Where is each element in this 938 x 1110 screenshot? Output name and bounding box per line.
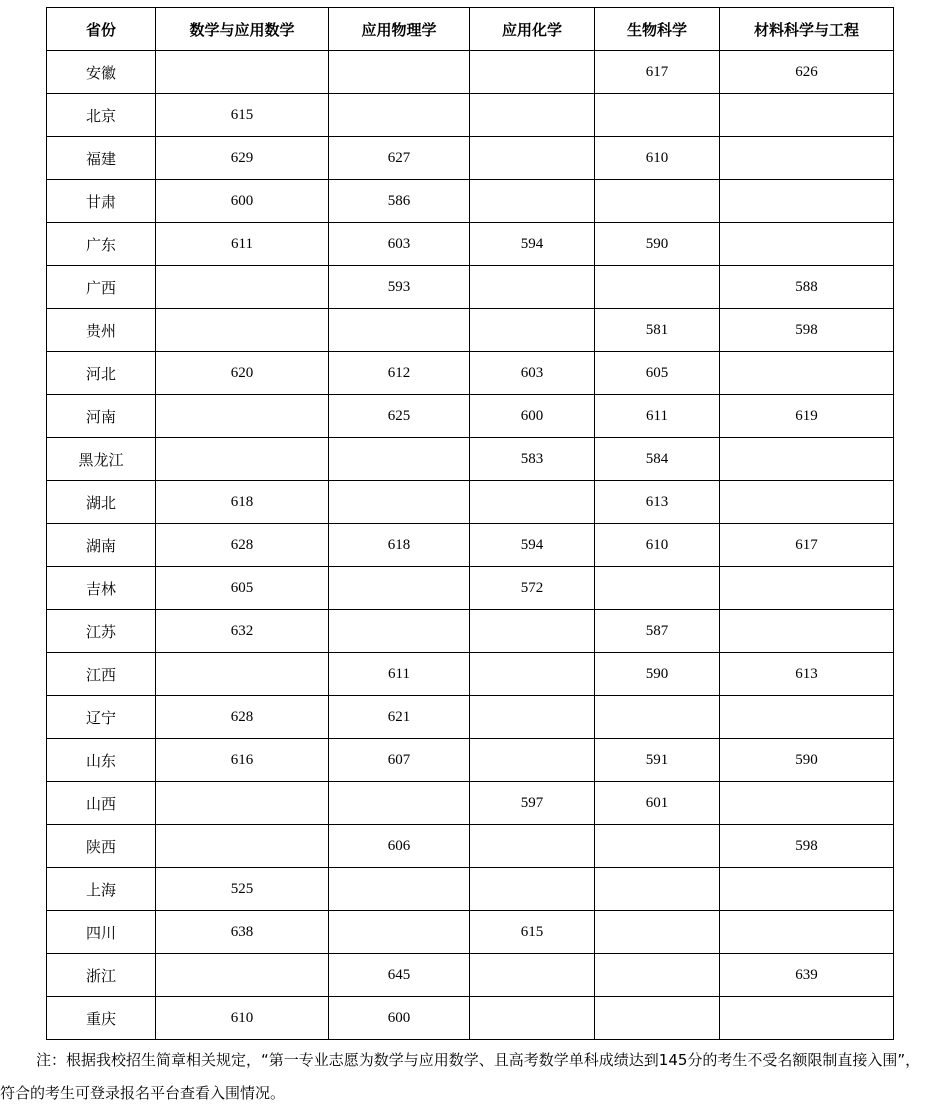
province-cell: 湖南	[47, 524, 156, 567]
score-cell: 610	[595, 137, 720, 180]
score-cell: 600	[156, 180, 329, 223]
score-cell	[595, 997, 720, 1040]
province-cell: 甘肃	[47, 180, 156, 223]
table-row	[47, 954, 894, 997]
table-row	[47, 481, 894, 524]
table-row	[47, 653, 894, 696]
province-cell: 北京	[47, 94, 156, 137]
score-cell	[470, 51, 595, 94]
score-cell	[720, 481, 894, 524]
score-cell: 605	[595, 352, 720, 395]
score-cell: 607	[329, 739, 470, 782]
score-cell: 621	[329, 696, 470, 739]
score-cell: 605	[156, 567, 329, 610]
score-cell: 613	[720, 653, 894, 696]
score-cell: 586	[329, 180, 470, 223]
score-cell: 618	[156, 481, 329, 524]
score-cell	[595, 868, 720, 911]
table-row	[47, 782, 894, 825]
score-cell: 627	[329, 137, 470, 180]
score-cell: 611	[329, 653, 470, 696]
table-row	[47, 567, 894, 610]
column-header: 生物科学	[595, 8, 720, 51]
score-cell	[470, 997, 595, 1040]
column-header: 材料科学与工程	[720, 8, 894, 51]
column-header: 省份	[47, 8, 156, 51]
score-cell: 611	[595, 395, 720, 438]
score-cell: 603	[470, 352, 595, 395]
score-cell	[595, 266, 720, 309]
score-cell: 588	[720, 266, 894, 309]
score-cell: 626	[720, 51, 894, 94]
table-row	[47, 395, 894, 438]
score-cell: 584	[595, 438, 720, 481]
score-cell: 590	[595, 653, 720, 696]
province-cell: 陕西	[47, 825, 156, 868]
table-row	[47, 309, 894, 352]
score-cell	[329, 94, 470, 137]
score-cell	[156, 266, 329, 309]
score-cell: 628	[156, 696, 329, 739]
score-cell: 597	[470, 782, 595, 825]
score-cell: 606	[329, 825, 470, 868]
score-cell: 632	[156, 610, 329, 653]
score-cell: 615	[156, 94, 329, 137]
score-cell: 619	[720, 395, 894, 438]
score-cell	[156, 438, 329, 481]
table-row	[47, 438, 894, 481]
province-cell: 四川	[47, 911, 156, 954]
score-cell	[470, 954, 595, 997]
score-cell: 590	[595, 223, 720, 266]
score-cell	[720, 782, 894, 825]
score-cell: 615	[470, 911, 595, 954]
table-row	[47, 524, 894, 567]
header-row	[47, 8, 894, 51]
score-cell	[595, 954, 720, 997]
score-cell	[156, 309, 329, 352]
province-cell: 江苏	[47, 610, 156, 653]
province-cell: 广西	[47, 266, 156, 309]
score-cell	[720, 352, 894, 395]
score-cell	[595, 911, 720, 954]
score-cell: 583	[470, 438, 595, 481]
province-cell: 福建	[47, 137, 156, 180]
score-cell	[470, 696, 595, 739]
score-cell	[720, 94, 894, 137]
province-cell: 上海	[47, 868, 156, 911]
score-cell: 638	[156, 911, 329, 954]
score-cell	[329, 868, 470, 911]
score-cell	[720, 223, 894, 266]
province-cell: 河北	[47, 352, 156, 395]
province-cell: 贵州	[47, 309, 156, 352]
score-cell: 600	[329, 997, 470, 1040]
score-cell	[156, 825, 329, 868]
score-cell	[470, 266, 595, 309]
score-cell: 598	[720, 825, 894, 868]
score-cell: 613	[595, 481, 720, 524]
score-cell	[470, 868, 595, 911]
score-cell: 620	[156, 352, 329, 395]
score-cell: 590	[720, 739, 894, 782]
score-cell	[595, 825, 720, 868]
score-cell	[470, 309, 595, 352]
table-row	[47, 911, 894, 954]
province-cell: 湖北	[47, 481, 156, 524]
score-cell: 603	[329, 223, 470, 266]
province-cell: 江西	[47, 653, 156, 696]
province-cell: 辽宁	[47, 696, 156, 739]
score-cell	[156, 653, 329, 696]
score-cell: 591	[595, 739, 720, 782]
table-row	[47, 868, 894, 911]
province-cell: 安徽	[47, 51, 156, 94]
footnote: 注：根据我校招生简章相关规定，“第一专业志愿为数学与应用数学、且高考数学单科成绩达到145分的考生不受名额限制直接入围”，符合的考生可登录报名平台查看入围情况。	[0, 1051, 921, 1102]
province-cell: 广东	[47, 223, 156, 266]
table-row	[47, 266, 894, 309]
score-cell: 610	[156, 997, 329, 1040]
province-cell: 河南	[47, 395, 156, 438]
province-cell: 黑龙江	[47, 438, 156, 481]
table-row	[47, 825, 894, 868]
score-cell	[470, 739, 595, 782]
score-cell	[720, 997, 894, 1040]
table-row	[47, 696, 894, 739]
score-cell: 594	[470, 223, 595, 266]
score-cell	[720, 696, 894, 739]
score-cell	[720, 610, 894, 653]
score-cell	[470, 653, 595, 696]
score-cell	[470, 94, 595, 137]
column-header: 应用化学	[470, 8, 595, 51]
province-cell: 浙江	[47, 954, 156, 997]
column-header: 应用物理学	[329, 8, 470, 51]
score-cell: 601	[595, 782, 720, 825]
score-cell: 587	[595, 610, 720, 653]
score-cell: 617	[720, 524, 894, 567]
score-cell: 625	[329, 395, 470, 438]
score-cell	[329, 911, 470, 954]
score-cell	[329, 51, 470, 94]
score-cell: 525	[156, 868, 329, 911]
score-cell: 629	[156, 137, 329, 180]
score-cell	[470, 137, 595, 180]
score-cell	[329, 610, 470, 653]
score-cell	[720, 567, 894, 610]
table-row	[47, 180, 894, 223]
score-cell	[595, 94, 720, 137]
score-cell: 645	[329, 954, 470, 997]
column-header: 数学与应用数学	[156, 8, 329, 51]
score-cell	[156, 954, 329, 997]
score-cell: 611	[156, 223, 329, 266]
score-cell: 628	[156, 524, 329, 567]
score-cell	[329, 567, 470, 610]
score-cell	[470, 610, 595, 653]
table-row	[47, 997, 894, 1040]
table-row	[47, 94, 894, 137]
province-cell: 重庆	[47, 997, 156, 1040]
score-cell	[595, 180, 720, 223]
score-cell: 593	[329, 266, 470, 309]
score-cell: 594	[470, 524, 595, 567]
score-cell: 600	[470, 395, 595, 438]
score-cell	[329, 481, 470, 524]
table-row	[47, 352, 894, 395]
province-cell: 吉林	[47, 567, 156, 610]
score-cell	[329, 438, 470, 481]
province-cell: 山西	[47, 782, 156, 825]
score-cell	[720, 438, 894, 481]
score-cell	[156, 51, 329, 94]
score-cell	[720, 180, 894, 223]
score-cell	[595, 696, 720, 739]
table-row	[47, 223, 894, 266]
score-cell	[470, 481, 595, 524]
province-cell: 山东	[47, 739, 156, 782]
score-cell: 612	[329, 352, 470, 395]
score-cell	[156, 782, 329, 825]
score-cell	[470, 180, 595, 223]
score-cell	[720, 137, 894, 180]
table-row	[47, 610, 894, 653]
score-cell: 617	[595, 51, 720, 94]
table-row	[47, 137, 894, 180]
score-table	[46, 7, 894, 1040]
score-cell: 616	[156, 739, 329, 782]
table-row	[47, 51, 894, 94]
score-cell: 639	[720, 954, 894, 997]
score-cell: 581	[595, 309, 720, 352]
score-cell	[156, 395, 329, 438]
score-cell: 610	[595, 524, 720, 567]
score-cell: 572	[470, 567, 595, 610]
score-cell: 598	[720, 309, 894, 352]
score-cell	[720, 868, 894, 911]
score-cell: 618	[329, 524, 470, 567]
table-row	[47, 739, 894, 782]
score-cell	[720, 911, 894, 954]
score-cell	[470, 825, 595, 868]
score-cell	[595, 567, 720, 610]
score-cell	[329, 782, 470, 825]
score-cell	[329, 309, 470, 352]
